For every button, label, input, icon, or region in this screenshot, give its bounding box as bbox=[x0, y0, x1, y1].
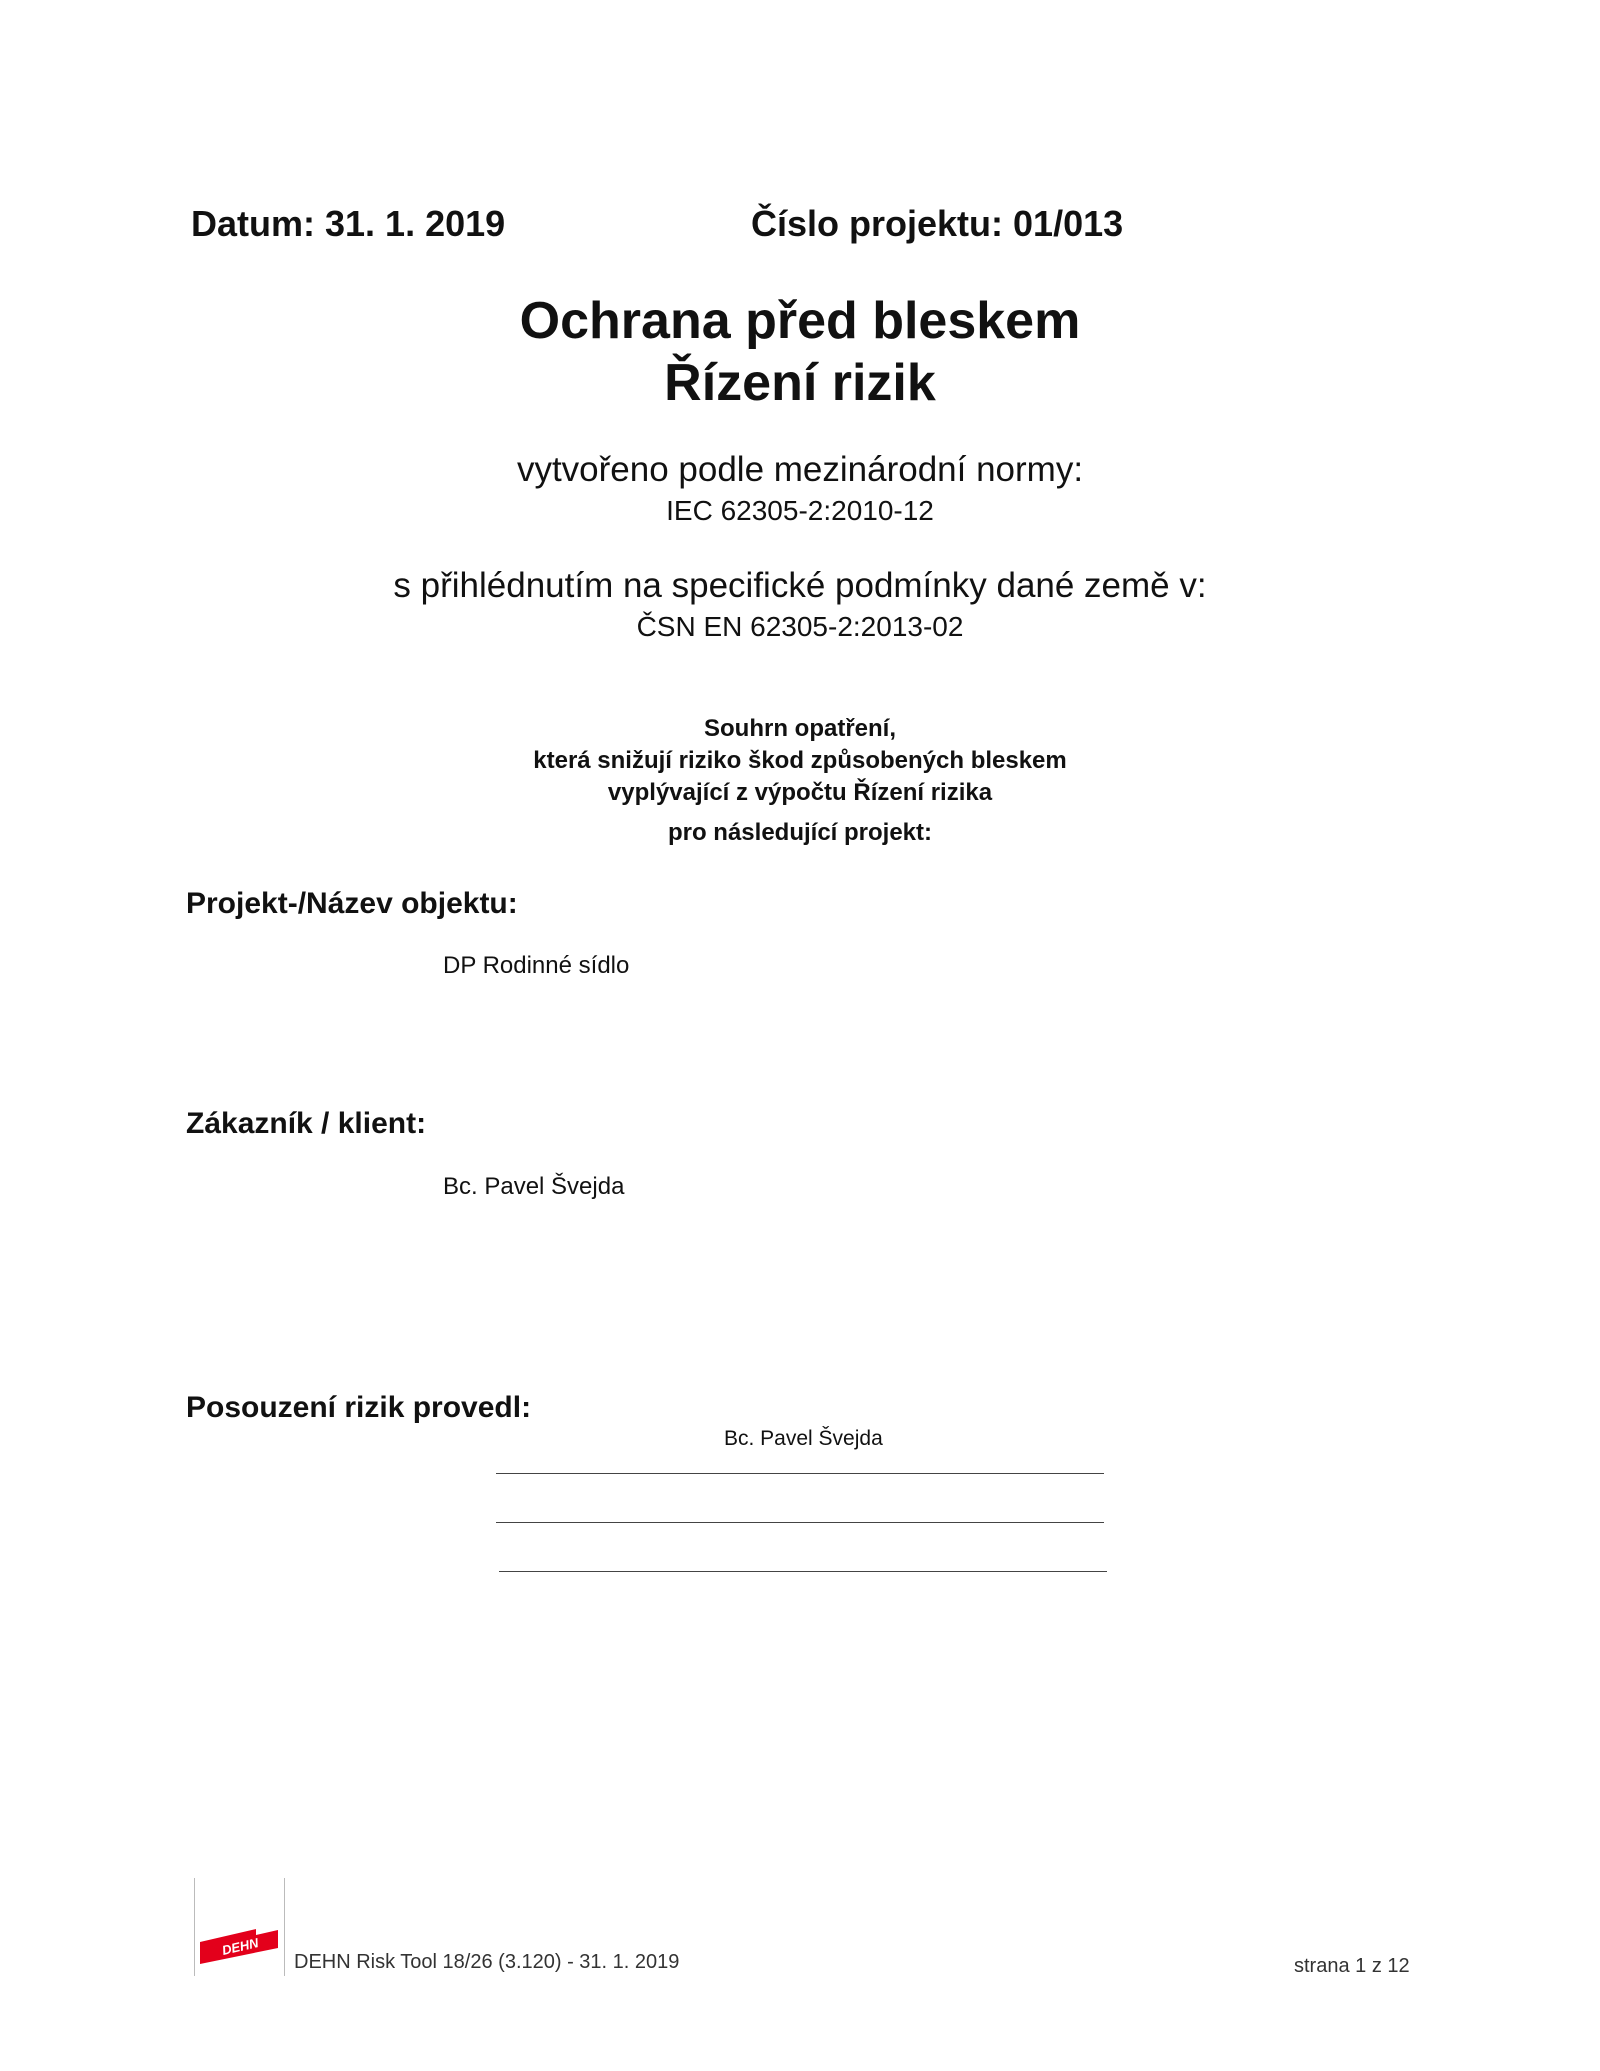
international-standard-code: IEC 62305-2:2010-12 bbox=[666, 495, 934, 526]
signature-line-1 bbox=[496, 1473, 1104, 1474]
summary-line-4: pro následující projekt: bbox=[667, 819, 933, 846]
international-standard-intro: vytvořeno podle mezinárodní normy: bbox=[516, 450, 1084, 489]
dehn-logo bbox=[196, 1914, 282, 1964]
dehn-logo-text: DEHN bbox=[220, 1935, 260, 1958]
date-label: Datum: 31. 1. 2019 bbox=[191, 203, 506, 244]
signature-line-2 bbox=[496, 1522, 1104, 1523]
customer-label: Zákazník / klient: bbox=[186, 1107, 427, 1140]
assessor-label: Posouzení rizik provedl: bbox=[186, 1391, 532, 1424]
project-number-label: Číslo projektu: 01/013 bbox=[751, 203, 1124, 244]
footer-rule-left bbox=[194, 1878, 195, 1976]
national-standard-code: ČSN EN 62305-2:2013-02 bbox=[636, 611, 964, 642]
footer-page-number: strana 1 z 12 bbox=[1294, 1955, 1410, 1977]
document-subtitle: Řízení rizik bbox=[664, 354, 936, 412]
summary-line-1: Souhrn opatření, bbox=[704, 715, 896, 742]
footer-tool-info: DEHN Risk Tool 18/26 (3.120) - 31. 1. 2019 bbox=[294, 1951, 680, 1973]
signature-line-3 bbox=[499, 1571, 1107, 1572]
national-standard-intro: s přihlédnutím na specifické podmínky dané země v: bbox=[393, 566, 1207, 605]
customer-value: Bc. Pavel Švejda bbox=[443, 1173, 625, 1200]
project-name-label: Projekt-/Název objektu: bbox=[186, 887, 518, 920]
summary-line-3: vyplývající z výpočtu Řízení rizika bbox=[607, 779, 993, 806]
dehn-logo-mark bbox=[196, 1914, 282, 1964]
document-title: Ochrana před bleskem bbox=[519, 292, 1081, 350]
assessor-name: Bc. Pavel Švejda bbox=[724, 1427, 883, 1450]
project-name-value: DP Rodinné sídlo bbox=[443, 952, 630, 979]
summary-line-2: která snižují riziko škod způsobených bleskem bbox=[533, 747, 1067, 774]
footer-rule-right bbox=[284, 1878, 285, 1976]
